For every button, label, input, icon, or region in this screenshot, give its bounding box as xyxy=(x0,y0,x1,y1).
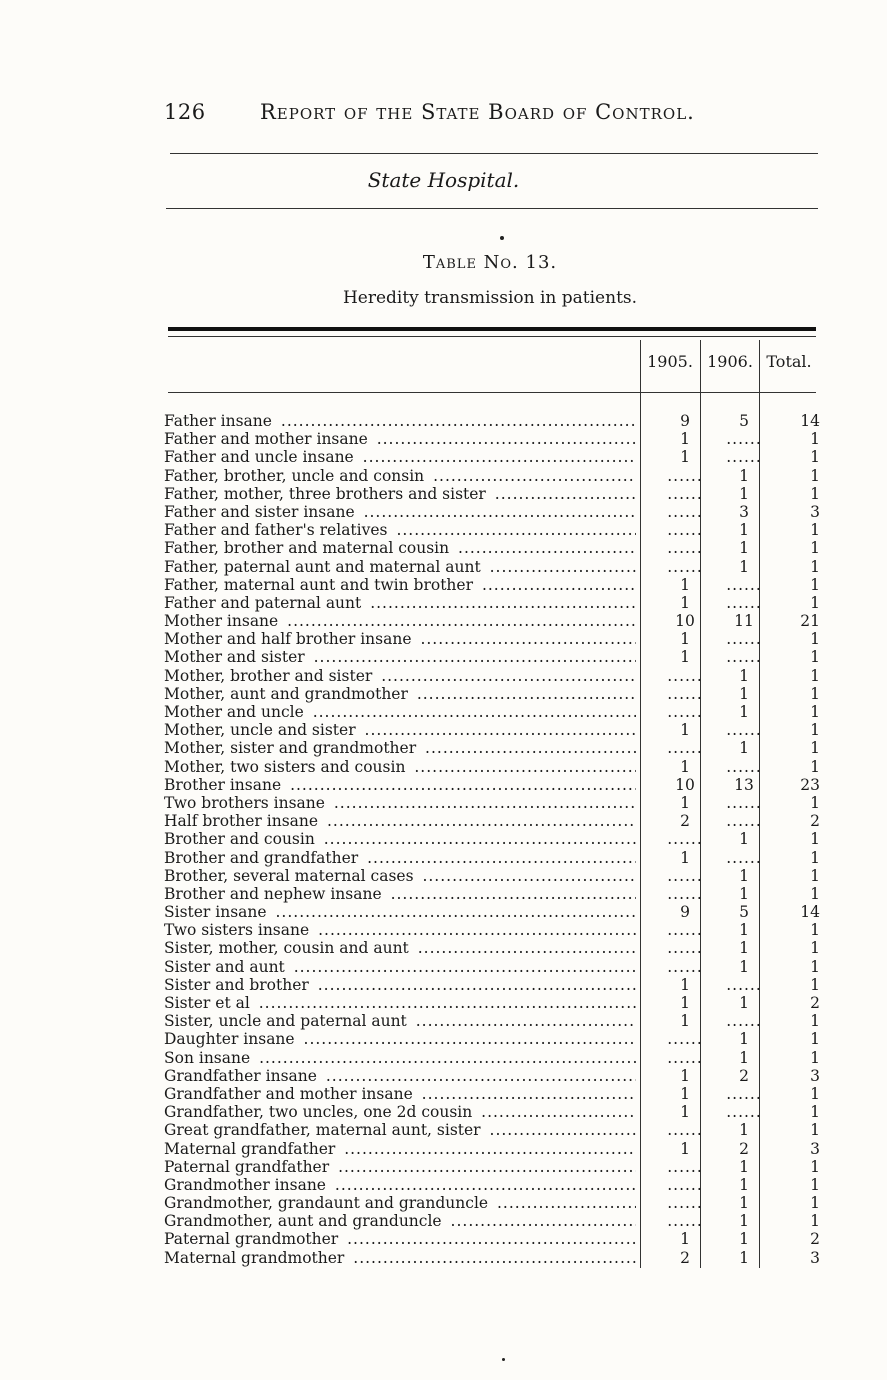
row-label xyxy=(164,1030,636,1048)
cell-total: 1 xyxy=(810,1030,820,1049)
row-label xyxy=(164,1121,636,1139)
cell-total: 3 xyxy=(810,502,820,521)
cell-1906: 1 xyxy=(739,884,749,903)
row-label xyxy=(164,885,636,903)
row-label-text: Great grandfather, maternal aunt, sister xyxy=(164,1121,484,1139)
cell-1906: 2 xyxy=(739,1139,749,1158)
column-header-1905: 1905. xyxy=(647,352,693,371)
cell-total: 1 xyxy=(810,739,820,758)
table-row xyxy=(164,994,824,1012)
cell-1905: 10 xyxy=(675,612,695,631)
row-label-text: Grandfather, two uncles, one 2d cousin xyxy=(164,1103,475,1121)
table-row xyxy=(164,648,824,666)
table-row xyxy=(164,939,824,957)
cell-1905 xyxy=(660,539,710,557)
cell-total: 1 xyxy=(810,1121,820,1140)
row-label-text: Paternal grandfather xyxy=(164,1158,332,1176)
section-rule xyxy=(166,208,818,209)
row-label xyxy=(164,739,636,757)
page-number: 126 xyxy=(164,100,206,124)
cell-1905 xyxy=(660,939,710,957)
cell-1905: 1 xyxy=(680,848,690,867)
table-row xyxy=(164,667,824,685)
cell-1906: 1 xyxy=(739,1248,749,1267)
row-label-text: Grandfather and mother insane xyxy=(164,1085,416,1103)
cell-total: 14 xyxy=(800,903,820,922)
cell-total: 1 xyxy=(810,866,820,885)
cell-total: 1 xyxy=(810,921,820,940)
cell-1905 xyxy=(660,739,710,757)
cell-1906: 1 xyxy=(739,466,749,485)
cell-1905 xyxy=(660,1121,710,1139)
cell-1905 xyxy=(660,921,710,939)
cell-1906 xyxy=(719,1012,769,1030)
table-row xyxy=(164,630,824,648)
cell-total: 1 xyxy=(810,793,820,812)
cell-total: 1 xyxy=(810,484,820,503)
table-row xyxy=(164,758,824,776)
cell-1906: 1 xyxy=(739,1121,749,1140)
table-subtitle: Heredity transmission in patients. xyxy=(342,288,638,308)
cell-1905 xyxy=(660,830,710,848)
cell-total: 1 xyxy=(810,1048,820,1067)
cell-total: 1 xyxy=(810,884,820,903)
cell-1906 xyxy=(719,721,769,739)
cell-1905: 2 xyxy=(680,812,690,831)
cell-total: 1 xyxy=(810,630,820,649)
row-label xyxy=(164,630,636,648)
cell-1906 xyxy=(719,849,769,867)
cell-1905: 1 xyxy=(680,721,690,740)
cell-1906: 1 xyxy=(739,684,749,703)
cell-1906 xyxy=(719,648,769,666)
cell-1906: 1 xyxy=(739,1212,749,1231)
cell-1905: 1 xyxy=(680,593,690,612)
table-row xyxy=(164,412,824,430)
row-label xyxy=(164,1085,636,1103)
row-label xyxy=(164,976,636,994)
row-label-text: Father, maternal aunt and twin brother xyxy=(164,576,476,594)
cell-1905: 10 xyxy=(675,775,695,794)
table-row xyxy=(164,958,824,976)
table-row xyxy=(164,1158,824,1176)
cell-1906 xyxy=(719,1103,769,1121)
cell-1906 xyxy=(719,976,769,994)
row-label xyxy=(164,1230,636,1248)
row-label xyxy=(164,812,636,830)
cell-1905 xyxy=(660,958,710,976)
cell-total: 1 xyxy=(810,684,820,703)
row-label xyxy=(164,467,636,485)
cell-1906: 1 xyxy=(739,1175,749,1194)
row-label xyxy=(164,939,636,957)
cell-total: 3 xyxy=(810,1248,820,1267)
cell-1906: 1 xyxy=(739,939,749,958)
row-label-text: Daughter insane xyxy=(164,1030,298,1048)
ink-dot xyxy=(502,1358,505,1361)
cell-total: 1 xyxy=(810,1103,820,1122)
table-row xyxy=(164,1212,824,1230)
cell-1906: 1 xyxy=(739,739,749,758)
cell-total: 1 xyxy=(810,593,820,612)
row-label-text: Sister insane xyxy=(164,903,270,921)
cell-total: 1 xyxy=(810,975,820,994)
cell-1906: 1 xyxy=(739,1194,749,1213)
table-row xyxy=(164,903,824,921)
cell-1906: 1 xyxy=(739,921,749,940)
row-label-text: Sister, uncle and paternal aunt xyxy=(164,1012,410,1030)
cell-1905 xyxy=(660,467,710,485)
table-row xyxy=(164,849,824,867)
table-row xyxy=(164,467,824,485)
cell-1905: 1 xyxy=(680,1139,690,1158)
row-label xyxy=(164,430,636,448)
cell-1906: 1 xyxy=(739,866,749,885)
cell-1905: 1 xyxy=(680,1066,690,1085)
row-label xyxy=(164,994,636,1012)
table-row xyxy=(164,976,824,994)
cell-1905 xyxy=(660,1049,710,1067)
row-label-text: Brother, several maternal cases xyxy=(164,867,417,885)
row-label xyxy=(164,794,636,812)
cell-total: 1 xyxy=(810,575,820,594)
row-label-text: Sister and brother xyxy=(164,976,312,994)
cell-1905 xyxy=(660,521,710,539)
row-label xyxy=(164,612,636,630)
row-label-text: Mother, two sisters and cousin xyxy=(164,758,408,776)
table-row xyxy=(164,503,824,521)
row-label xyxy=(164,1067,636,1085)
row-label-text: Father, brother and maternal cousin xyxy=(164,539,452,557)
cell-1905 xyxy=(660,558,710,576)
cell-total: 1 xyxy=(810,430,820,449)
cell-1905: 1 xyxy=(680,430,690,449)
cell-1905 xyxy=(660,485,710,503)
table-row xyxy=(164,703,824,721)
cell-1906 xyxy=(719,812,769,830)
cell-total: 1 xyxy=(810,539,820,558)
table-row xyxy=(164,1194,824,1212)
cell-total: 2 xyxy=(810,994,820,1012)
table-title: Table No. 13. xyxy=(422,252,558,273)
cell-1906: 3 xyxy=(739,502,749,521)
cell-1906: 1 xyxy=(739,539,749,558)
table-row xyxy=(164,867,824,885)
cell-total: 1 xyxy=(810,848,820,867)
cell-total: 1 xyxy=(810,1175,820,1194)
cell-total: 1 xyxy=(810,648,820,667)
row-label-text: Father and mother insane xyxy=(164,430,371,448)
row-label xyxy=(164,1212,636,1230)
row-label xyxy=(164,849,636,867)
cell-1906 xyxy=(719,630,769,648)
cell-1905 xyxy=(660,1030,710,1048)
row-label xyxy=(164,776,636,794)
cell-1906 xyxy=(719,758,769,776)
cell-1906: 1 xyxy=(739,830,749,849)
cell-total: 1 xyxy=(810,466,820,485)
cell-1906 xyxy=(719,576,769,594)
table-row xyxy=(164,794,824,812)
row-label xyxy=(164,1103,636,1121)
cell-total: 1 xyxy=(810,757,820,776)
row-label-text: Sister and aunt xyxy=(164,958,288,976)
row-label-text: Father and paternal aunt xyxy=(164,594,364,612)
cell-1906: 1 xyxy=(739,521,749,540)
cell-1906: 1 xyxy=(739,1157,749,1176)
table-row xyxy=(164,485,824,503)
cell-total: 1 xyxy=(810,957,820,976)
table-row xyxy=(164,1012,824,1030)
table-row xyxy=(164,448,824,466)
table-row xyxy=(164,521,824,539)
table-row xyxy=(164,721,824,739)
table-row xyxy=(164,812,824,830)
cell-1906: 1 xyxy=(739,1230,749,1249)
cell-1905 xyxy=(660,1212,710,1230)
cell-total: 2 xyxy=(810,812,820,831)
top-rule xyxy=(170,153,818,154)
row-label xyxy=(164,830,636,848)
row-label xyxy=(164,448,636,466)
row-label-text: Maternal grandmother xyxy=(164,1249,347,1267)
cell-total: 1 xyxy=(810,830,820,849)
table-row xyxy=(164,921,824,939)
row-label-text: Grandmother, aunt and granduncle xyxy=(164,1212,445,1230)
row-label xyxy=(164,685,636,703)
cell-total: 1 xyxy=(810,721,820,740)
cell-1905: 1 xyxy=(680,1012,690,1031)
table-row xyxy=(164,885,824,903)
cell-total: 1 xyxy=(810,1194,820,1213)
table-row xyxy=(164,830,824,848)
table-row xyxy=(164,576,824,594)
row-label xyxy=(164,412,636,430)
cell-1906: 1 xyxy=(739,666,749,685)
cell-total: 1 xyxy=(810,557,820,576)
cell-1906 xyxy=(719,1085,769,1103)
table-row xyxy=(164,1030,824,1048)
row-label-text: Mother insane xyxy=(164,612,281,630)
row-label-text: Mother, uncle and sister xyxy=(164,721,359,739)
row-label-text: Maternal grandfather xyxy=(164,1140,338,1158)
cell-total: 1 xyxy=(810,1212,820,1231)
cell-1906: 1 xyxy=(739,484,749,503)
row-label-text: Mother and uncle xyxy=(164,703,307,721)
cell-1905: 2 xyxy=(680,1248,690,1267)
row-label-text: Brother insane xyxy=(164,776,284,794)
row-label-text: Two brothers insane xyxy=(164,794,328,812)
cell-1905: 1 xyxy=(680,1230,690,1249)
row-label-text: Half brother insane xyxy=(164,812,321,830)
cell-1905: 1 xyxy=(680,575,690,594)
row-label xyxy=(164,521,636,539)
row-label-text: Father, brother, uncle and consin xyxy=(164,467,427,485)
row-label-text: Brother and cousin xyxy=(164,830,318,848)
table-row xyxy=(164,1067,824,1085)
row-label-text: Father and father's relatives xyxy=(164,521,391,539)
row-label-text: Mother and sister xyxy=(164,648,308,666)
row-label-text: Sister et al xyxy=(164,994,253,1012)
cell-1905 xyxy=(660,885,710,903)
row-label xyxy=(164,721,636,739)
cell-1906: 1 xyxy=(739,557,749,576)
row-label xyxy=(164,921,636,939)
cell-1905 xyxy=(660,503,710,521)
cell-1905 xyxy=(660,867,710,885)
row-label xyxy=(164,1049,636,1067)
cell-1905: 1 xyxy=(680,1103,690,1122)
table-row xyxy=(164,612,824,630)
table-top-thick-rule xyxy=(168,327,816,331)
cell-1906: 13 xyxy=(734,775,754,794)
row-label-text: Son insane xyxy=(164,1049,253,1067)
row-label xyxy=(164,558,636,576)
table-row xyxy=(164,539,824,557)
row-label xyxy=(164,594,636,612)
row-label-text: Brother and grandfather xyxy=(164,849,361,867)
row-label xyxy=(164,758,636,776)
cell-1905 xyxy=(660,667,710,685)
row-label-text: Sister, mother, cousin and aunt xyxy=(164,939,412,957)
cell-1905 xyxy=(660,703,710,721)
cell-1906: 2 xyxy=(739,1066,749,1085)
row-label-text: Mother, brother and sister xyxy=(164,667,375,685)
row-label xyxy=(164,1194,636,1212)
table-row xyxy=(164,1085,824,1103)
section-title: State Hospital. xyxy=(367,168,520,192)
cell-1905: 9 xyxy=(680,903,690,922)
cell-1906: 1 xyxy=(739,1030,749,1049)
row-label-text: Mother, aunt and grandmother xyxy=(164,685,411,703)
cell-1905 xyxy=(660,1194,710,1212)
table-row xyxy=(164,739,824,757)
table-row xyxy=(164,685,824,703)
cell-total: 1 xyxy=(810,521,820,540)
cell-total: 3 xyxy=(810,1066,820,1085)
row-label-text: Mother, sister and grandmother xyxy=(164,739,419,757)
cell-1906 xyxy=(719,430,769,448)
row-label xyxy=(164,667,636,685)
row-label-text: Father and uncle insane xyxy=(164,448,357,466)
row-label xyxy=(164,703,636,721)
table-row xyxy=(164,1103,824,1121)
cell-1905: 1 xyxy=(680,448,690,467)
row-label xyxy=(164,1249,636,1267)
cell-1905: 1 xyxy=(680,648,690,667)
table-row xyxy=(164,1230,824,1248)
row-label xyxy=(164,576,636,594)
cell-total: 1 xyxy=(810,939,820,958)
row-label xyxy=(164,903,636,921)
cell-total: 23 xyxy=(800,775,820,794)
row-label-text: Mother and half brother insane xyxy=(164,630,415,648)
row-label-text: Brother and nephew insane xyxy=(164,885,385,903)
table-row xyxy=(164,594,824,612)
cell-1906: 5 xyxy=(739,903,749,922)
row-label-text: Father, mother, three brothers and sister xyxy=(164,485,489,503)
table-row xyxy=(164,430,824,448)
row-label xyxy=(164,958,636,976)
row-label-text: Grandmother, grandaunt and granduncle xyxy=(164,1194,491,1212)
cell-1906: 11 xyxy=(734,612,754,631)
cell-1905: 1 xyxy=(680,793,690,812)
cell-1905: 1 xyxy=(680,630,690,649)
row-label xyxy=(164,485,636,503)
cell-1905: 1 xyxy=(680,994,690,1012)
cell-total: 21 xyxy=(800,612,820,631)
cell-1905: 1 xyxy=(680,1084,690,1103)
row-label-text: Grandfather insane xyxy=(164,1067,320,1085)
ink-dot xyxy=(500,236,504,240)
cell-1906: 1 xyxy=(739,957,749,976)
table-row xyxy=(164,776,824,794)
cell-total: 1 xyxy=(810,1012,820,1031)
row-label-text: Paternal grandmother xyxy=(164,1230,341,1248)
row-label xyxy=(164,1158,636,1176)
table-row xyxy=(164,1121,824,1139)
running-title: Report of the State Board of Control. xyxy=(260,100,695,124)
cell-1906 xyxy=(719,448,769,466)
cell-total: 1 xyxy=(810,703,820,721)
cell-1906: 1 xyxy=(739,703,749,721)
cell-1905 xyxy=(660,685,710,703)
row-label xyxy=(164,539,636,557)
cell-total: 2 xyxy=(810,1230,820,1249)
table-body xyxy=(164,412,824,1267)
row-label-text: Grandmother insane xyxy=(164,1176,329,1194)
cell-total: 1 xyxy=(810,1157,820,1176)
table-top-thin-rule xyxy=(168,336,816,337)
cell-total: 1 xyxy=(810,448,820,467)
table-row xyxy=(164,1249,824,1267)
table-row xyxy=(164,1049,824,1067)
cell-1906 xyxy=(719,594,769,612)
table-row xyxy=(164,1140,824,1158)
cell-1906: 5 xyxy=(739,412,749,430)
cell-1905 xyxy=(660,1158,710,1176)
row-label xyxy=(164,1012,636,1030)
row-label-text: Father insane xyxy=(164,412,275,430)
cell-total: 1 xyxy=(810,666,820,685)
cell-1905: 9 xyxy=(680,412,690,430)
row-label xyxy=(164,1176,636,1194)
cell-total: 14 xyxy=(800,412,820,430)
cell-total: 1 xyxy=(810,1084,820,1103)
cell-1906 xyxy=(719,794,769,812)
cell-1906: 1 xyxy=(739,994,749,1012)
cell-1905: 1 xyxy=(680,975,690,994)
row-label-text: Father, paternal aunt and maternal aunt xyxy=(164,558,484,576)
table-row xyxy=(164,1176,824,1194)
table-row xyxy=(164,558,824,576)
header-rule xyxy=(168,392,816,393)
column-header-1906: 1906. xyxy=(707,352,753,371)
row-label xyxy=(164,648,636,666)
cell-1905: 1 xyxy=(680,757,690,776)
cell-1906: 1 xyxy=(739,1048,749,1067)
row-label xyxy=(164,867,636,885)
row-label-text: Two sisters insane xyxy=(164,921,312,939)
cell-total: 3 xyxy=(810,1139,820,1158)
row-label xyxy=(164,1140,636,1158)
column-header-total: Total. xyxy=(766,352,812,371)
row-label-text: Father and sister insane xyxy=(164,503,358,521)
row-label xyxy=(164,503,636,521)
cell-1905 xyxy=(660,1176,710,1194)
